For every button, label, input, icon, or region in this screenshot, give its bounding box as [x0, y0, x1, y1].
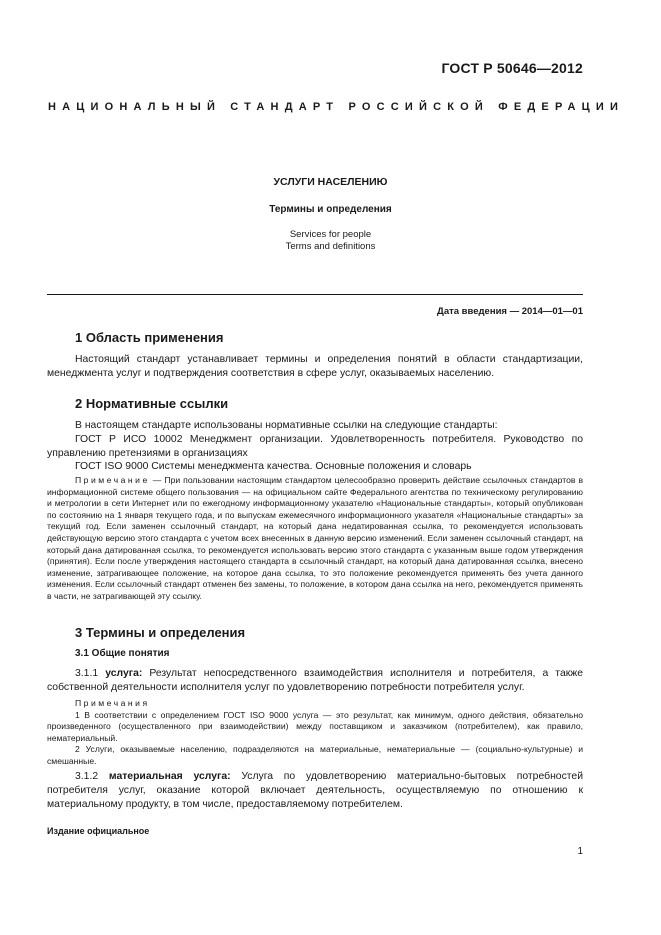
subsection-3-1-heading: 3.1 Общие понятия	[75, 648, 170, 659]
section-2-note	[47, 475, 583, 603]
national-standard-banner: НАЦИОНАЛЬНЫЙ СТАНДАРТ РОССИЙСКОЙ ФЕДЕРАЦИИ	[48, 101, 625, 113]
term-3-1-2	[47, 770, 583, 811]
note-text: — При пользовании настоящим стандартом целесообразно проверить действие ссылочных стандартов в информационной системе общего пользования — на официальном сайте Федерального агентства по техническому регулированию и метрологии в сети Интернет или по ежегодному информационному указателю «Национальные стандарты», который опубликован по состоянию на 1 января текущего года, и по выпускам ежемесячного информационного указателя «Национальные стандарты» за текущий год. Если заменен ссылочный стандарт, на который дана недатированная ссылка, то рекомендуется использовать действующую версию этого стандарта с учетом всех внесенных в данную версию изменений. Если заменен ссылочный стандарт, на который дана датированная ссылка, то рекомендуется использовать версию этого стандарта с указанным выше годом утверждения (принятия). Если после утверждения настоящего стандарта в ссылочный стандарт, на который дана датированная ссылка, внесено изменение, затрагивающее положение, на которое дана ссылка, то это положение рекомендуется применять без учета данного изменения. Если ссылочный стандарт отменен без замены, то положение, в котором дана ссылка на него, рекомендуется применять в части, не затрагивающей эту ссылку.	[47, 475, 584, 601]
section-1-heading: 1 Область применения	[75, 330, 224, 345]
subtitle-en: Terms and definitions	[285, 241, 376, 252]
note-paragraph	[47, 475, 583, 603]
term-3-1-2-number: 3.1.2	[75, 771, 99, 782]
subtitle-ru: Термины и определения	[269, 204, 392, 215]
term-3-1-2-name: материальная услуга:	[108, 771, 231, 782]
term-3-1-2-paragraph	[47, 770, 583, 811]
note-label: Примечание	[75, 475, 150, 485]
section-2-intro: В настоящем стандарте использованы нормативные ссылки на следующие стандарты:	[75, 420, 498, 431]
section-3-heading: 3 Термины и определения	[75, 625, 246, 640]
reference-1: ГОСТ Р ИСО 10002 Менеджмент организации. Удовлетворенность потребителя. Руководство по управлению претензиями в организациях	[47, 433, 583, 459]
term-3-1-1-notes	[47, 698, 583, 768]
effective-date: Дата введения — 2014—01—01	[437, 306, 583, 317]
section-2-text	[47, 419, 583, 474]
term-3-1-1-name: услуга:	[105, 668, 143, 679]
reference-2: ГОСТ ISO 9000 Системы менеджмента качества. Основные положения и словарь	[75, 461, 472, 473]
section-1-text	[47, 353, 583, 381]
separator-rule	[47, 294, 583, 295]
official-edition-label: Издание официальное	[47, 826, 150, 836]
notes-label: Примечания	[75, 698, 150, 708]
term-3-1-1	[47, 667, 583, 695]
term-3-1-1-paragraph	[47, 667, 583, 695]
title-en: Services for people	[289, 229, 372, 240]
page-number: 1	[577, 846, 583, 857]
term-3-1-1-number: 3.1.1	[75, 668, 99, 679]
title-ru: УСЛУГИ НАСЕЛЕНИЮ	[273, 176, 388, 188]
term-3-1-2-definition: Услуга по удовлетворению материально-бытовых потребностей потребителя услуг, оказание которой включает деятельность, осуществляемую по отношению к материальному продукту, в том числе, предоставляемому потребителем.	[47, 771, 583, 810]
section-1-paragraph: Настоящий стандарт устанавливает термины и определения понятий в области стандартизации, менеджмента услуг и подтверждения соответствия в сфере услуг, оказываемых населению.	[47, 354, 583, 379]
section-2-heading: 2 Нормативные ссылки	[75, 396, 229, 411]
term-3-1-1-definition: Результат непосредственного взаимодействия исполнителя и потребителя, а также собственной деятельности исполнителя услуг по удовлетворению потребности потребителя услуг.	[47, 668, 583, 693]
standard-code: ГОСТ Р 50646—2012	[441, 60, 583, 76]
note-1: 1 В соответствии с определением ГОСТ ISO 9000 услуга — это результат, как минимум, одного действия, обязательно произведенного (осуществленного при взаимодействии) между поставщиком и заказчиком (потребителем), как правило, нематериальный.	[47, 709, 583, 743]
note-2: 2 Услуги, оказываемые населению, подразделяются на материальные, нематериальные — (социально-культурные) и смешанные.	[47, 744, 583, 766]
